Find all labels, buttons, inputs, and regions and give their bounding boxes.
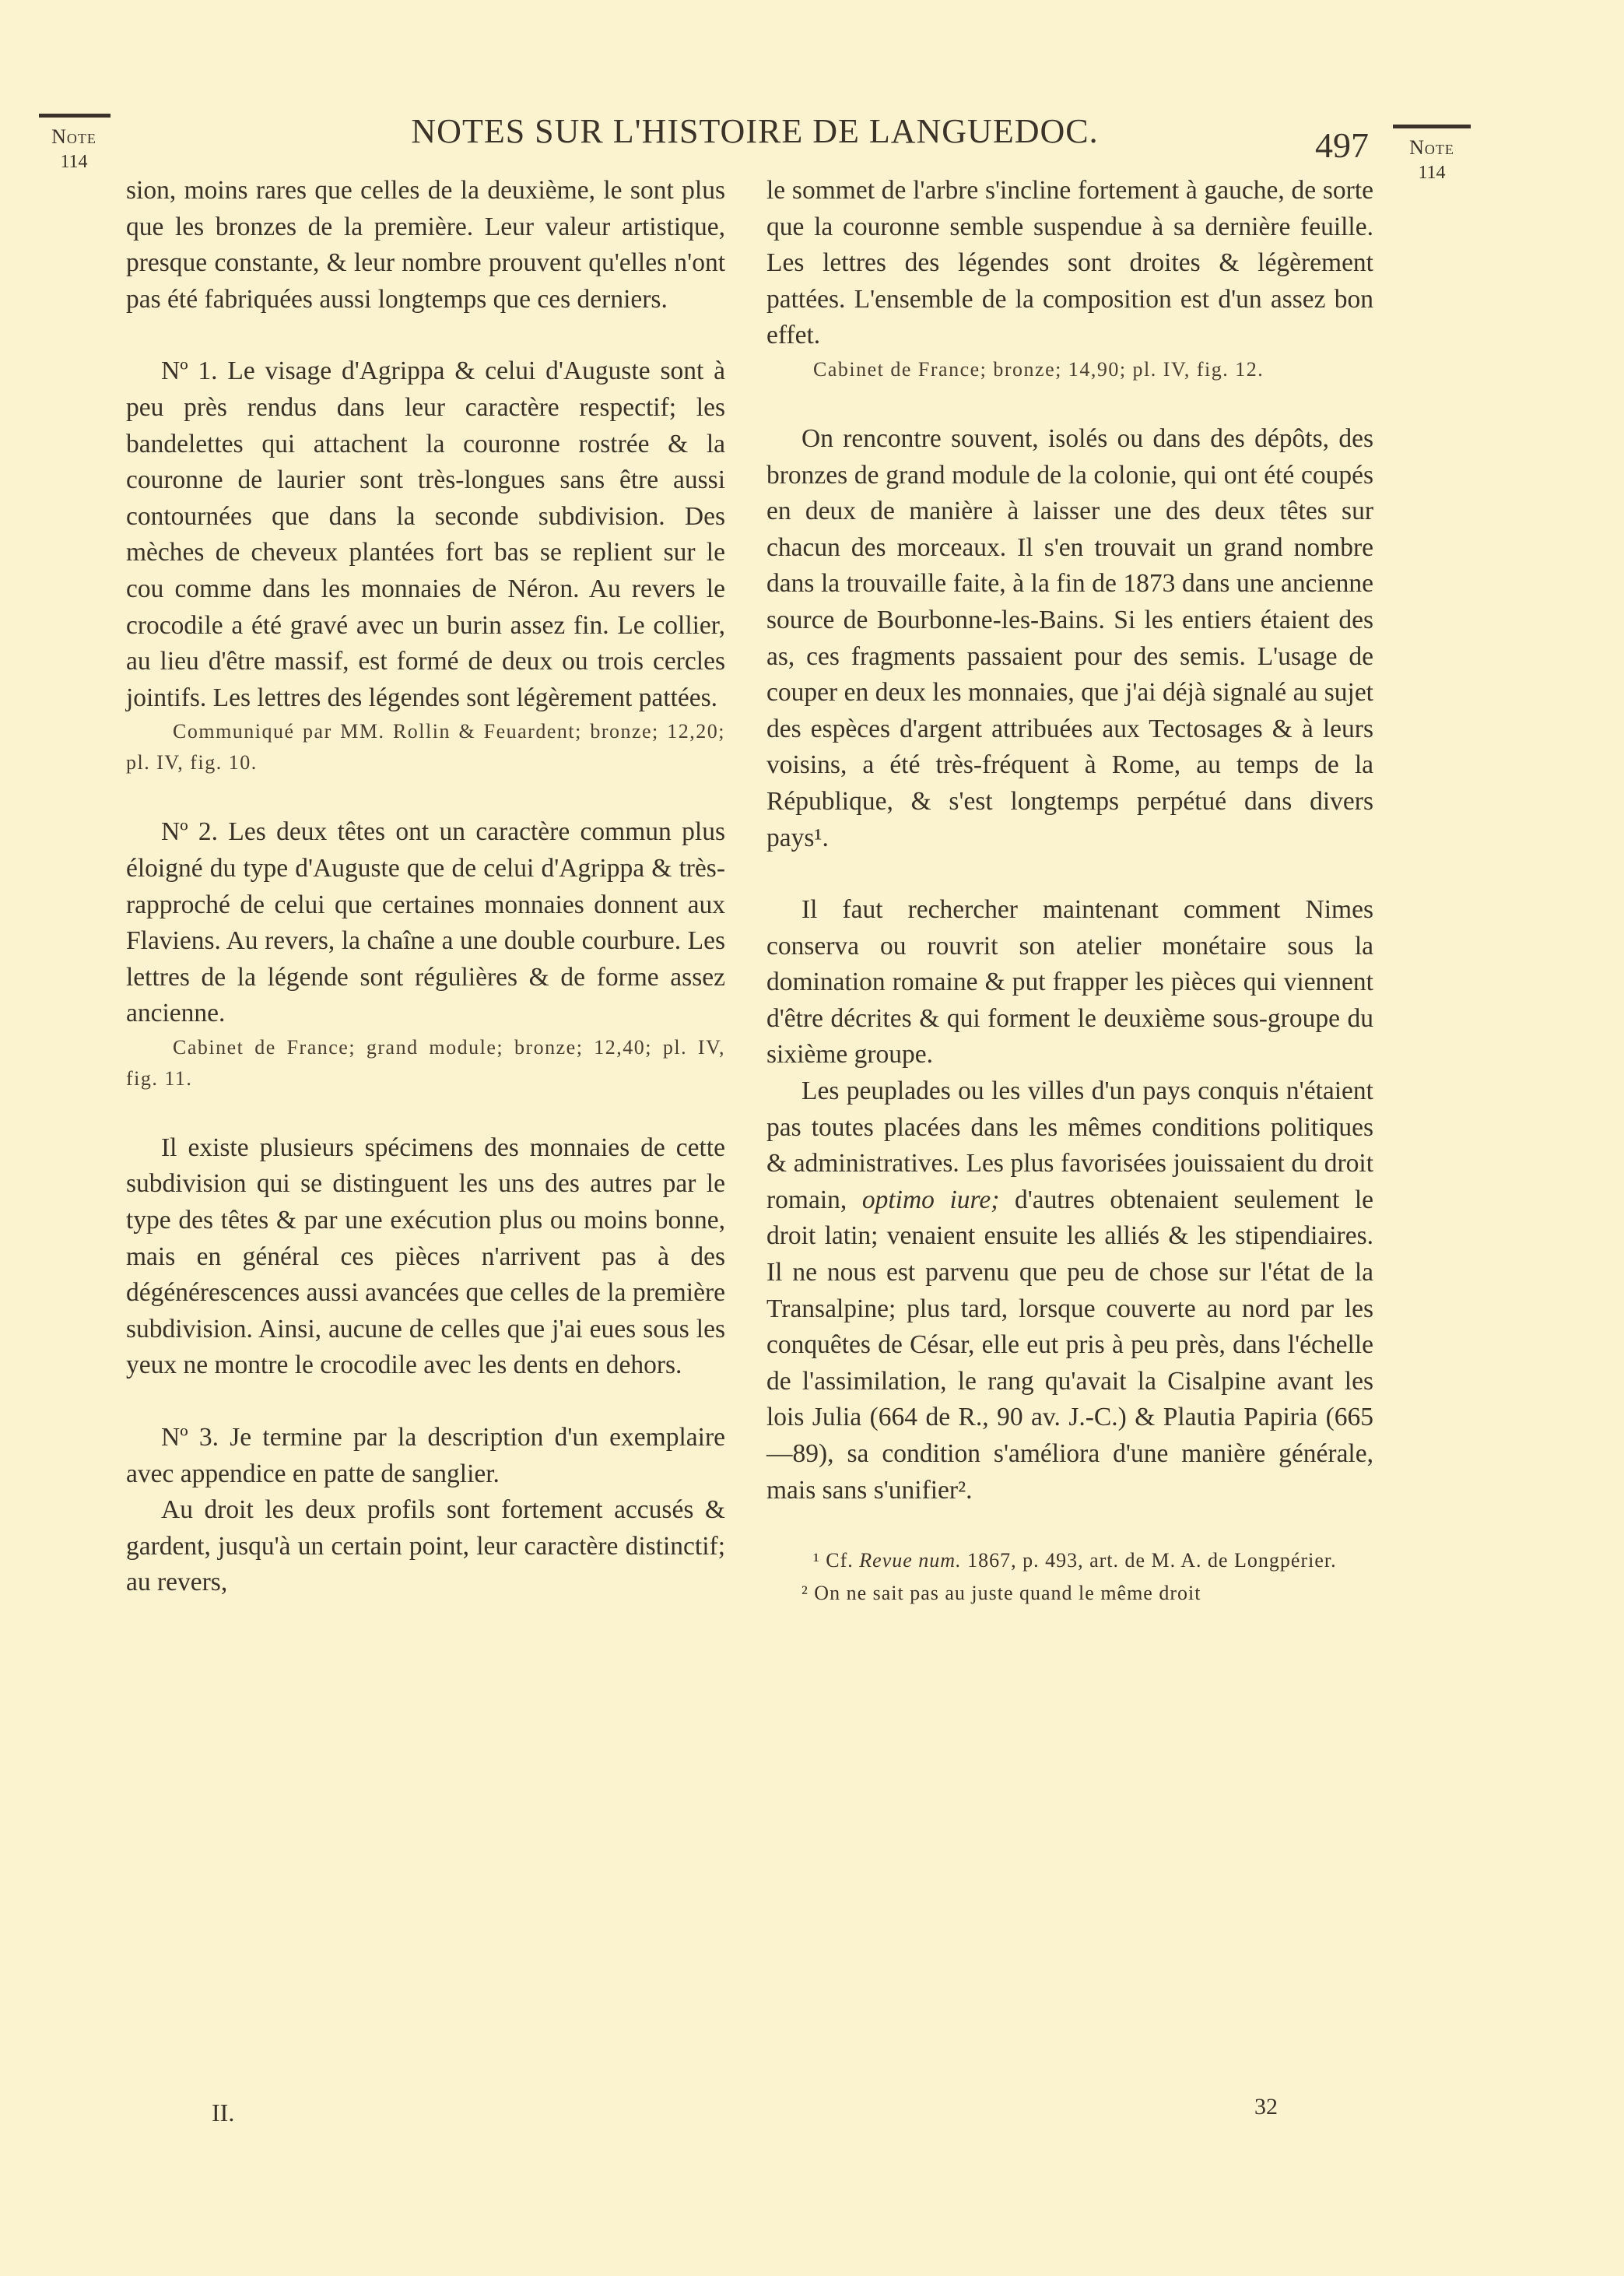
margin-note-label: Note xyxy=(51,125,96,148)
paragraph: On rencontre souvent, isolés ou dans des dépôts, des bronzes de grand module de la colonie, qui ont été coupés en deux de manière à laisser une des deux têtes sur chacun des morceaux. Il s'en trouvait un grand nombre dans la trouvaille faite, à la fin de 1873 dans une ancienne source de Bourbonne-les-Bains. Si les entiers étaient des as, ces fragments passaient pour des semis. L'usage de couper en deux les monnaies, que j'ai déjà signalé au sujet des espèces d'argent attribuées aux Tectosages & à leurs voisins, a été très-fréquent à Rome, au temps de la République, & s'est longtemps perpétué dans divers pays¹. xyxy=(766,423,1373,852)
text-run: d'autres obtenaient seulement le droit latin; venaient ensuite les alliés & les stipendiaires. Il ne nous est parvenu que peu de chose sur l'état de la Transalpine; plus tard, lorsque couverte au nord par les conquêtes de César, elle eut pris à peu près, dans l'échelle de l'assimilation, le rang qu'avait la Cisalpine avant les lois Julia (664 de R., 90 av. J.-C.) & Plautia Papiria (665—89), sa condition s'améliora d'une manière générale, mais sans s'unifier². xyxy=(766,1185,1374,1505)
running-title: NOTES SUR L'HISTOIRE DE LANGUEDOC. xyxy=(411,112,1099,150)
margin-rule xyxy=(39,114,110,118)
signature-mark-left: II. xyxy=(212,2099,235,2127)
margin-note-right xyxy=(1393,125,1471,184)
paragraph: le sommet de l'arbre s'incline fortement à gauche, de sorte que la couronne semble suspendue à sa dernière feuille. Les lettres des légendes sont droites & légèrement pattées. L'ensemble de la composition est d'un assez bon effet. xyxy=(766,176,1373,350)
paragraph-no3: Nº 3. Je termine par la description d'un exemplaire avec appendice en patte de sanglier. xyxy=(126,1423,725,1488)
text-run: 1867, p. 493, art. de M. A. de Longpérier. xyxy=(961,1549,1337,1572)
citation: Communiqué par MM. Rollin & Feuardent; bronze; 12,20; pl. IV, fig. 10. xyxy=(126,720,725,774)
paragraph: Il existe plusieurs spécimens des monnaies de cette subdivision qui se distinguent les uns des autres par le type des têtes & par une exécution plus ou moins bonne, mais en général ces pièces n'arrivent pas à des dégénérescences aussi avancées que celles de la première subdivision. Ainsi, aucune de celles que j'ai eues sous les yeux ne montre le crocodile avec les dents en dehors. xyxy=(126,1133,725,1380)
paragraph: Il faut rechercher maintenant comment Nimes conserva ou rouvrit son atelier monétaire sous la domination romaine & put frapper les pièces qui viennent d'être décrites & qui forment le deuxième sous-groupe du sixième groupe. xyxy=(766,895,1373,1070)
paragraph: Au droit les deux profils sont fortement accusés & gardent, jusqu'à un certain point, leur caractère distinctif; au revers, xyxy=(126,1495,725,1597)
paragraph-no2: Nº 2. Les deux têtes ont un caractère commun plus éloigné du type d'Auguste que de celui d'Agrippa & très-rapproché de celui que certaines monnaies donnent aux Flaviens. Au revers, la chaîne a une double courbure. Les lettres de la légende sont régulières & de forme assez ancienne. xyxy=(126,817,725,1028)
margin-rule xyxy=(1393,125,1471,128)
latin-phrase: optimo iure; xyxy=(861,1185,1000,1214)
text-run: Les peuplades ou les villes d'un pays conquis n'étaient pas toutes placées dans les mêmes conditions politiques & administratives. Les plus favorisées jouissaient du droit romain, xyxy=(766,1077,1373,1214)
text-run: ¹ Cf. xyxy=(813,1549,860,1572)
margin-note-label: Note xyxy=(1409,136,1454,159)
signature-mark-right: 32 xyxy=(1254,2094,1278,2120)
footnote-1 xyxy=(766,1544,1373,1577)
right-column xyxy=(766,173,1373,1610)
footnote-2: ² On ne sait pas au juste quand le même droit xyxy=(801,1582,1201,1605)
page-number: 497 xyxy=(1315,125,1369,165)
citation: Cabinet de France; grand module; bronze; 12,40; pl. IV, fig. 11. xyxy=(126,1035,725,1090)
journal-title: Revue num. xyxy=(859,1549,962,1572)
citation: Cabinet de France; bronze; 14,90; pl. IV, fig. 12. xyxy=(813,357,1264,381)
left-column xyxy=(126,173,725,1601)
margin-note-left xyxy=(39,114,109,173)
paragraph xyxy=(766,1073,1373,1509)
margin-note-number: 114 xyxy=(60,152,88,172)
paragraph-no1: Nº 1. Le visage d'Agrippa & celui d'Auguste sont à peu près rendus dans leur caractère respectif; les bandelettes qui attachent la couronne rostrée & la couronne de laurier sont très-longues sans être aussi contournées que dans la seconde subdivision. Des mèches de cheveux plantées fort bas se replient sur le cou comme dans les monnaies de Néron. Au revers le crocodile a été gravé avec un burin assez fin. Le collier, au lieu d'être massif, est formé de deux ou trois cercles jointifs. Les lettres des légendes sont légèrement pattées. xyxy=(126,357,725,712)
paragraph: sion, moins rares que celles de la deuxième, le sont plus que les bronzes de la première. Leur valeur artistique, presque constante, & leur nombre prouvent qu'elles n'ont pas été fabriquées aussi longtemps que ces derniers. xyxy=(126,176,725,314)
margin-note-number: 114 xyxy=(1418,163,1446,183)
